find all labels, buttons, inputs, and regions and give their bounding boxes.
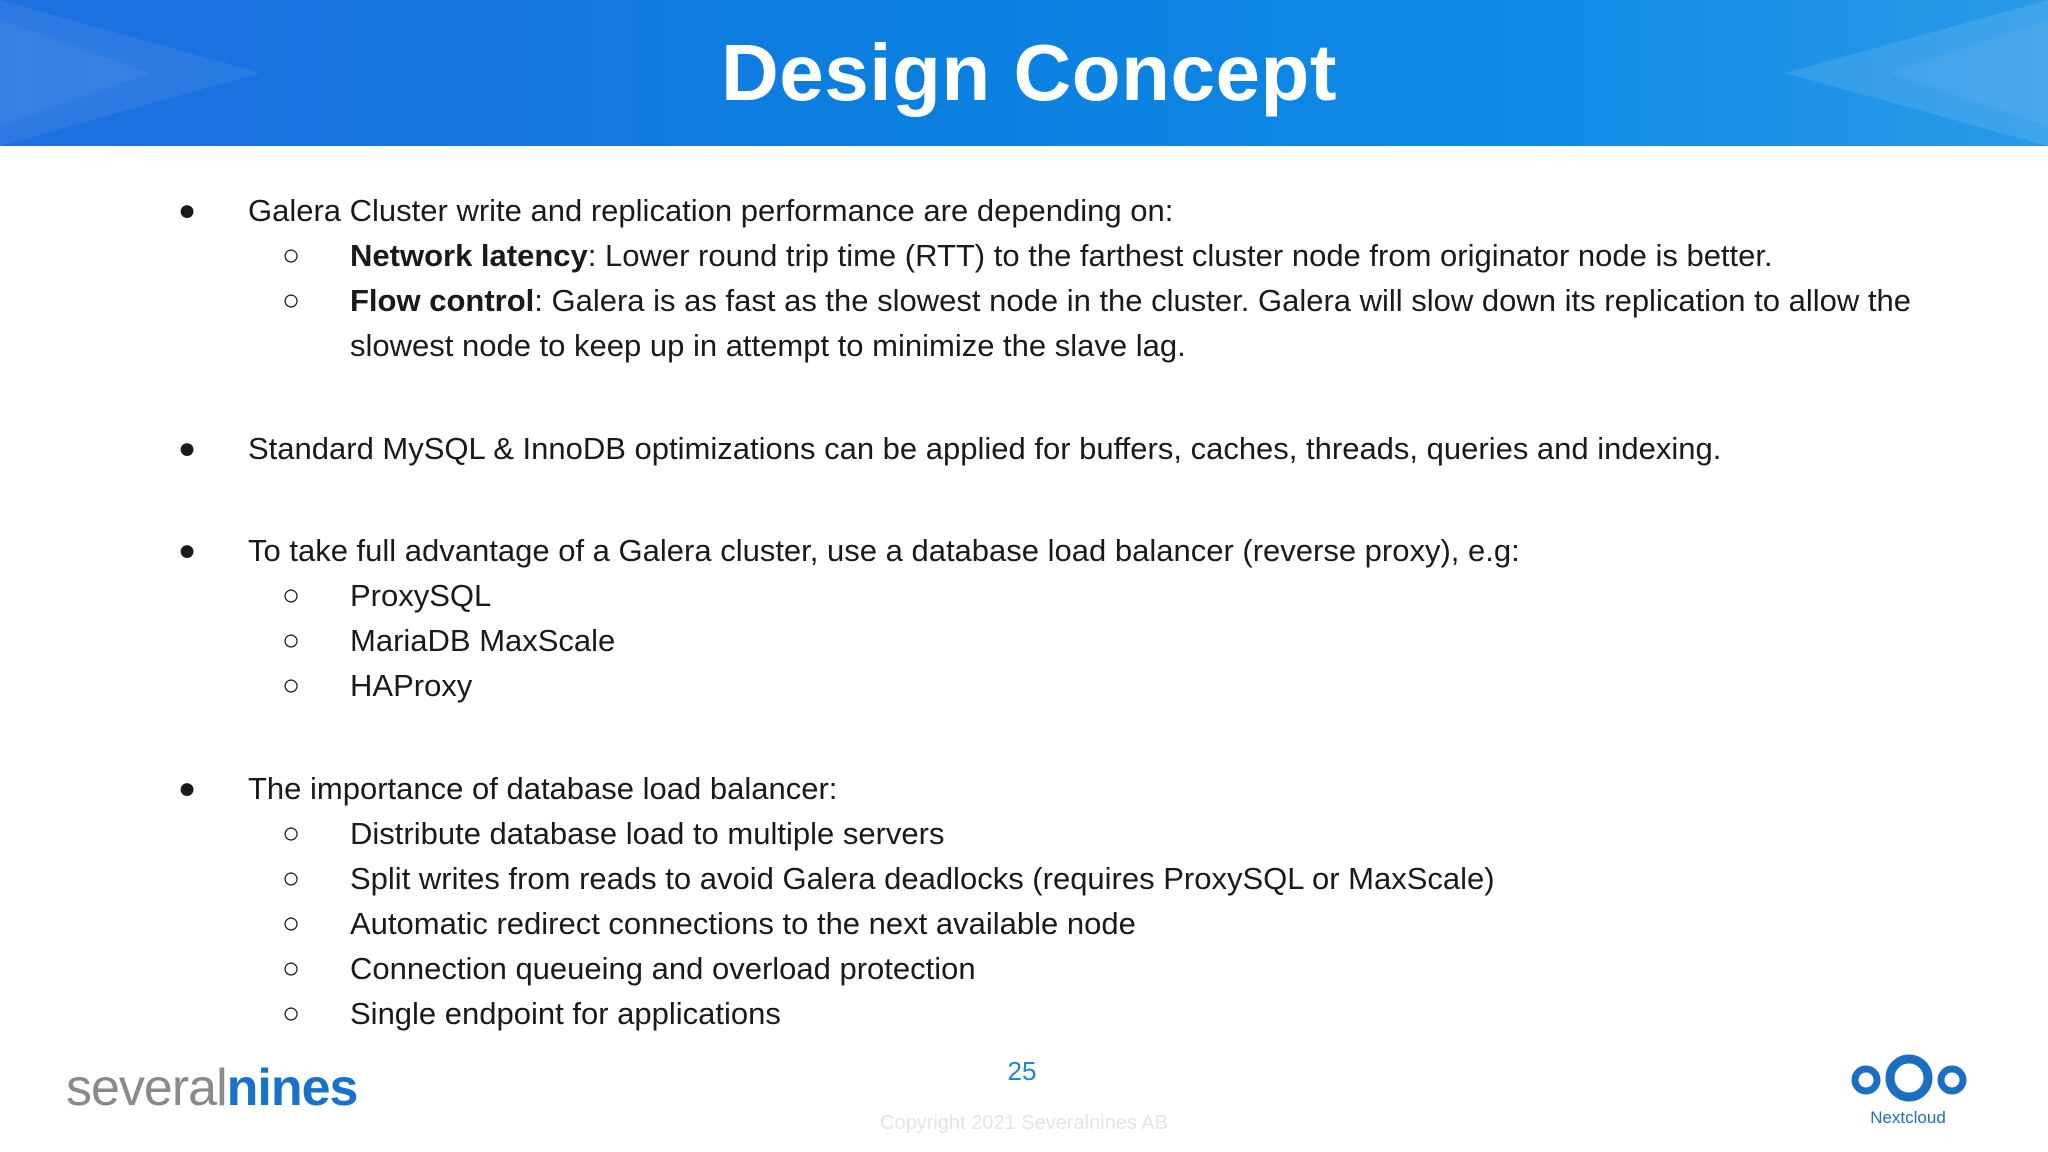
bullet-marker: ● <box>178 432 197 465</box>
sub-bullet-text <box>350 278 1911 323</box>
sub-bullet-text: ProxySQL <box>350 578 492 613</box>
sub-bullet-term: Flow control <box>350 283 535 318</box>
sub-bullet-marker: ○ <box>282 997 301 1030</box>
sub-bullet-marker: ○ <box>282 624 301 657</box>
copyright-text: Copyright 2021 Severalnines AB <box>880 1112 1168 1134</box>
bullet-text: Standard MySQL & InnoDB optimizations can be applied for buffers, caches, threads, queries and indexing. <box>248 431 1722 466</box>
sub-bullet-text: HAProxy <box>350 668 473 703</box>
logo-text-nines: nines <box>226 1059 358 1117</box>
sub-bullet-marker: ○ <box>282 817 301 850</box>
sub-bullet-term: Network latency <box>350 238 588 273</box>
nextcloud-logo-text: Nextcloud <box>1870 1108 1946 1127</box>
bullet-text: Galera Cluster write and replication performance are depending on: <box>248 193 1174 228</box>
page-number: 25 <box>1007 1056 1037 1086</box>
sub-bullet-marker: ○ <box>282 952 301 985</box>
severalnines-logo <box>66 1058 357 1118</box>
title-banner <box>0 0 2048 146</box>
sub-bullet-description: : Galera is as fast as the slowest node in the cluster. Galera will slow down its replication to allow the <box>534 283 1911 318</box>
sub-bullet-text: MariaDB MaxScale <box>350 623 616 658</box>
sub-bullet-marker: ○ <box>282 284 301 317</box>
sub-bullet-text: Connection queueing and overload protection <box>350 951 976 986</box>
sub-bullet-marker: ○ <box>282 907 301 940</box>
sub-bullet-text: Automatic redirect connections to the next available node <box>350 906 1136 941</box>
bullet-text: The importance of database load balancer: <box>248 771 838 806</box>
sub-bullet-marker: ○ <box>282 579 301 612</box>
page-title: Design Concept <box>721 28 1337 117</box>
sub-bullet-text <box>350 233 1773 278</box>
sub-bullet-description: : Lower round trip time (RTT) to the farthest cluster node from originator node is better. <box>587 238 1773 273</box>
sub-bullet-text: Single endpoint for applications <box>350 996 781 1031</box>
logo-text-several: several <box>66 1059 227 1117</box>
sub-bullet-text: Distribute database load to multiple servers <box>350 816 945 851</box>
sub-bullet-text: Split writes from reads to avoid Galera deadlocks (requires ProxySQL or MaxScale) <box>350 861 1495 896</box>
bullet-text: To take full advantage of a Galera cluster, use a database load balancer (reverse proxy), e.g: <box>248 533 1520 568</box>
sub-bullet-marker: ○ <box>282 669 301 702</box>
bullet-marker: ● <box>178 772 197 805</box>
bullet-marker: ● <box>178 534 197 567</box>
sub-bullet-continuation: slowest node to keep up in attempt to minimize the slave lag. <box>350 328 1186 363</box>
sub-bullet-marker: ○ <box>282 239 301 272</box>
sub-bullet-marker: ○ <box>282 862 301 895</box>
bullet-marker: ● <box>178 194 197 227</box>
